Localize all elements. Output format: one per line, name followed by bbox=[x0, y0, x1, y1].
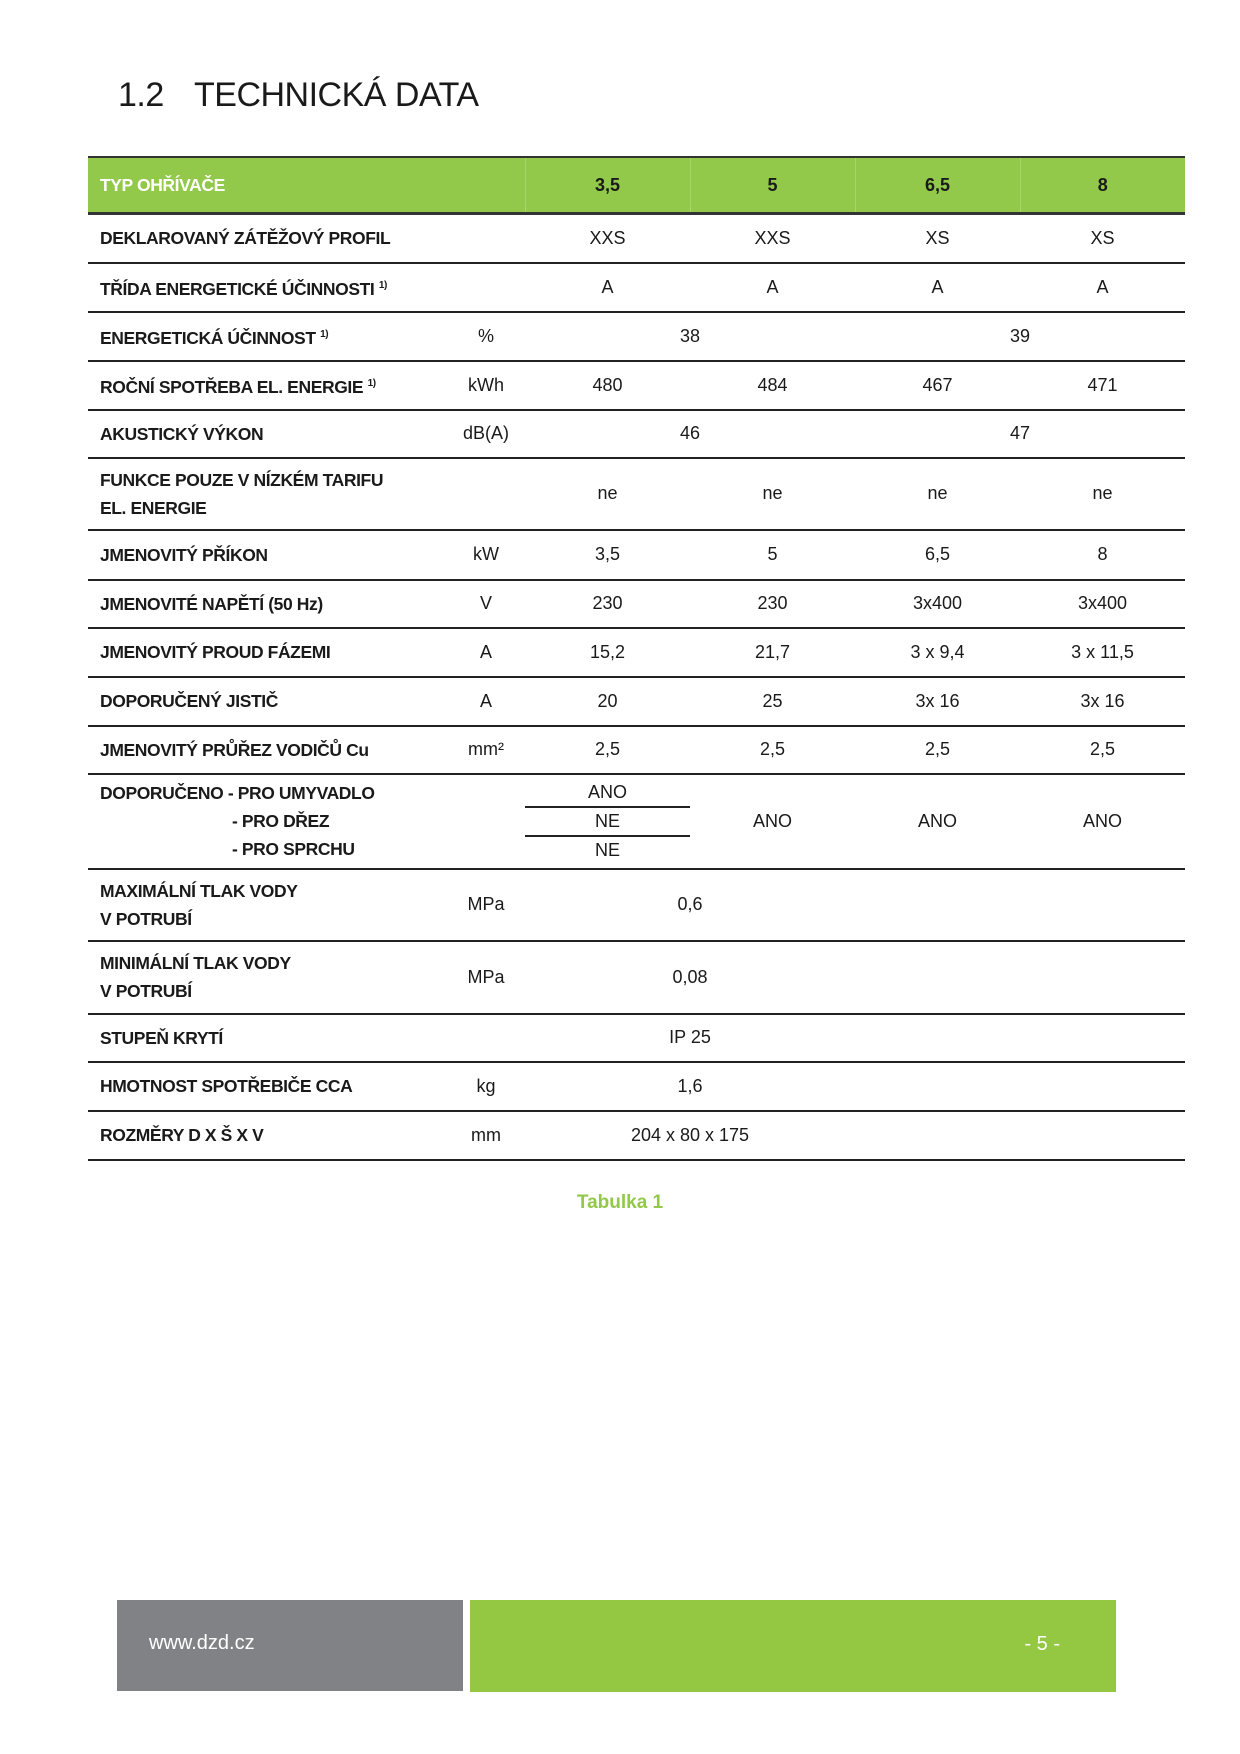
row-unit bbox=[447, 1014, 525, 1062]
header-label: TYP OHŘÍVAČE bbox=[88, 157, 525, 214]
header-type: 3,5 bbox=[525, 157, 690, 214]
table-row bbox=[88, 410, 1185, 458]
row-label bbox=[88, 410, 447, 458]
row-label-line: DOPORUČENÝ JISTIČ bbox=[100, 691, 278, 711]
row-value: 6,5 bbox=[855, 530, 1020, 580]
header-type: 6,5 bbox=[855, 157, 1020, 214]
footer-website-block bbox=[117, 1600, 463, 1691]
row-value: ne bbox=[525, 458, 690, 530]
row-label-line: MAXIMÁLNÍ TLAK VODY bbox=[100, 880, 298, 901]
row-value: 3 x 9,4 bbox=[855, 628, 1020, 677]
row-label-line: EL. ENERGIE bbox=[100, 497, 207, 518]
empty-cell bbox=[855, 941, 1185, 1014]
page-number: - 5 - bbox=[1024, 1633, 1060, 1655]
empty-cell bbox=[855, 1014, 1185, 1062]
row-value: ne bbox=[690, 458, 855, 530]
row-label-line bbox=[100, 323, 447, 350]
row-unit: A bbox=[447, 677, 525, 726]
row-value-common: 0,08 bbox=[525, 941, 855, 1014]
row-value: XXS bbox=[690, 214, 855, 263]
row-label-text: TŘÍDA ENERGETICKÉ ÚČINNOSTI bbox=[100, 278, 375, 299]
technical-data-table bbox=[88, 156, 1185, 1161]
row-value: XS bbox=[1020, 214, 1185, 263]
row-value: 480 bbox=[525, 361, 690, 410]
stacked-values bbox=[525, 774, 690, 869]
row-label bbox=[88, 869, 447, 941]
row-value: 467 bbox=[855, 361, 1020, 410]
footer-website: www.dzd.cz bbox=[149, 1632, 255, 1654]
row-value: 2,5 bbox=[525, 726, 690, 774]
row-label-line: DEKLAROVANÝ ZÁTĚŽOVÝ PROFIL bbox=[100, 228, 391, 249]
row-value-merged: 46 bbox=[525, 410, 855, 458]
row-unit: % bbox=[447, 312, 525, 361]
row-label-line: JMENOVITÝ PŘÍKON bbox=[100, 544, 268, 565]
row-unit: kg bbox=[447, 1062, 525, 1111]
row-value: 25 bbox=[690, 677, 855, 726]
table-row bbox=[88, 1062, 1185, 1111]
table-row bbox=[88, 458, 1185, 530]
row-label-line: V POTRUBÍ bbox=[100, 981, 192, 1001]
row-value-merged: 39 bbox=[855, 312, 1185, 361]
header-type: 5 bbox=[690, 157, 855, 214]
table-row bbox=[88, 312, 1185, 361]
row-value: 471 bbox=[1020, 361, 1185, 410]
row-label-line: STUPEŇ KRYTÍ bbox=[100, 1027, 223, 1048]
header-type: 8 bbox=[1020, 157, 1185, 214]
table-row bbox=[88, 869, 1185, 941]
row-label bbox=[88, 458, 447, 530]
row-label-line bbox=[100, 372, 447, 399]
row-label bbox=[88, 628, 447, 677]
row-label bbox=[88, 580, 447, 628]
row-label bbox=[88, 1062, 447, 1111]
row-value: 2,5 bbox=[690, 726, 855, 774]
empty-cell bbox=[855, 1062, 1185, 1111]
row-value: 8 bbox=[1020, 530, 1185, 580]
row-value: XXS bbox=[525, 214, 690, 263]
table-header-row bbox=[88, 157, 1185, 214]
row-value-merged: 38 bbox=[525, 312, 855, 361]
row-value: 3x 16 bbox=[1020, 677, 1185, 726]
row-label-line: JMENOVITÝ PRŮŘEZ VODIČŮ Cu bbox=[100, 739, 369, 760]
row-value: 3,5 bbox=[525, 530, 690, 580]
row-label bbox=[88, 774, 447, 869]
row-value: 2,5 bbox=[855, 726, 1020, 774]
row-value: 3 x 11,5 bbox=[1020, 628, 1185, 677]
table-row bbox=[88, 214, 1185, 263]
row-label bbox=[88, 941, 447, 1014]
row-unit: V bbox=[447, 580, 525, 628]
row-value: 3x400 bbox=[1020, 580, 1185, 628]
row-value: A bbox=[690, 263, 855, 312]
row-label-line: JMENOVITÉ NAPĚTÍ (50 Hz) bbox=[100, 593, 323, 614]
row-label bbox=[88, 1111, 447, 1160]
row-label-line: HMOTNOST SPOTŘEBIČE CCA bbox=[100, 1076, 353, 1096]
row-unit: kWh bbox=[447, 361, 525, 410]
stacked-value: NE bbox=[525, 835, 690, 864]
row-label-line: - PRO SPRCHU bbox=[232, 839, 355, 859]
stacked-value: NE bbox=[525, 806, 690, 835]
row-value: ne bbox=[855, 458, 1020, 530]
row-label-line: AKUSTICKÝ VÝKON bbox=[100, 423, 264, 444]
table-row bbox=[88, 774, 1185, 869]
row-value: ANO bbox=[690, 774, 855, 869]
stacked-value: ANO bbox=[588, 781, 628, 802]
row-unit: MPa bbox=[447, 869, 525, 941]
table-row bbox=[88, 1014, 1185, 1062]
row-unit bbox=[447, 263, 525, 312]
table-row bbox=[88, 726, 1185, 774]
row-unit: MPa bbox=[447, 941, 525, 1014]
row-value: 21,7 bbox=[690, 628, 855, 677]
table-row bbox=[88, 941, 1185, 1014]
row-unit: mm bbox=[447, 1111, 525, 1160]
table-row bbox=[88, 628, 1185, 677]
footnote-ref: 1) bbox=[378, 279, 387, 291]
row-label bbox=[88, 214, 447, 263]
row-label bbox=[88, 677, 447, 726]
row-value: 20 bbox=[525, 677, 690, 726]
footnote-ref: 1) bbox=[320, 328, 329, 340]
empty-cell bbox=[855, 1111, 1185, 1160]
row-value-common: IP 25 bbox=[525, 1014, 855, 1062]
row-value: A bbox=[855, 263, 1020, 312]
row-value: 3x 16 bbox=[855, 677, 1020, 726]
row-label bbox=[88, 263, 447, 312]
row-label bbox=[88, 312, 447, 361]
row-label-line: DOPORUČENO - PRO UMYVADLO bbox=[100, 783, 375, 803]
row-unit: kW bbox=[447, 530, 525, 580]
row-label-line: FUNKCE POUZE V NÍZKÉM TARIFU bbox=[100, 469, 384, 490]
row-unit bbox=[447, 774, 525, 869]
row-value-common: 1,6 bbox=[525, 1062, 855, 1111]
row-value: ne bbox=[1020, 458, 1185, 530]
row-value: XS bbox=[855, 214, 1020, 263]
table-caption: Tabulka 1 bbox=[576, 1192, 664, 1213]
row-unit bbox=[447, 214, 525, 263]
table-row bbox=[88, 677, 1185, 726]
row-label-line: - PRO DŘEZ bbox=[232, 811, 330, 831]
section-title: TECHNICKÁ DATA bbox=[194, 76, 479, 114]
row-label bbox=[88, 361, 447, 410]
row-value-common: 0,6 bbox=[525, 869, 855, 941]
row-unit: A bbox=[447, 628, 525, 677]
footer-page-block bbox=[470, 1600, 1116, 1692]
row-unit bbox=[447, 458, 525, 530]
row-label-line: JMENOVITÝ PROUD FÁZEMI bbox=[100, 642, 331, 662]
section-number: 1.2 bbox=[118, 76, 164, 114]
table-row bbox=[88, 580, 1185, 628]
row-value: ANO bbox=[1020, 774, 1185, 869]
row-unit: dB(A) bbox=[447, 410, 525, 458]
row-label-text: ROČNÍ SPOTŘEBA EL. ENERGIE bbox=[100, 376, 364, 397]
row-value: ANO bbox=[855, 774, 1020, 869]
row-label-line: MINIMÁLNÍ TLAK VODY bbox=[100, 953, 291, 973]
row-value: 2,5 bbox=[1020, 726, 1185, 774]
row-label-line: V POTRUBÍ bbox=[100, 908, 192, 929]
table-row bbox=[88, 263, 1185, 312]
row-value: A bbox=[1020, 263, 1185, 312]
table-row bbox=[88, 361, 1185, 410]
row-value: 5 bbox=[690, 530, 855, 580]
table-row bbox=[88, 1111, 1185, 1160]
row-value: 230 bbox=[690, 580, 855, 628]
table-row bbox=[88, 530, 1185, 580]
row-value: 230 bbox=[525, 580, 690, 628]
row-value-merged: 47 bbox=[855, 410, 1185, 458]
footnote-ref: 1) bbox=[367, 377, 376, 389]
row-label bbox=[88, 530, 447, 580]
row-label-line bbox=[100, 274, 447, 301]
row-value: 484 bbox=[690, 361, 855, 410]
row-value: 3x400 bbox=[855, 580, 1020, 628]
empty-cell bbox=[855, 869, 1185, 941]
row-label-text: ENERGETICKÁ ÚČINNOST bbox=[100, 327, 316, 348]
row-value-common: 204 x 80 x 175 bbox=[525, 1111, 855, 1160]
row-value: A bbox=[525, 263, 690, 312]
row-value: 15,2 bbox=[525, 628, 690, 677]
row-label bbox=[88, 1014, 447, 1062]
row-unit: mm² bbox=[447, 726, 525, 774]
row-label bbox=[88, 726, 447, 774]
section-heading bbox=[118, 76, 479, 115]
row-label-line: ROZMĚRY D X Š X V bbox=[100, 1125, 264, 1145]
